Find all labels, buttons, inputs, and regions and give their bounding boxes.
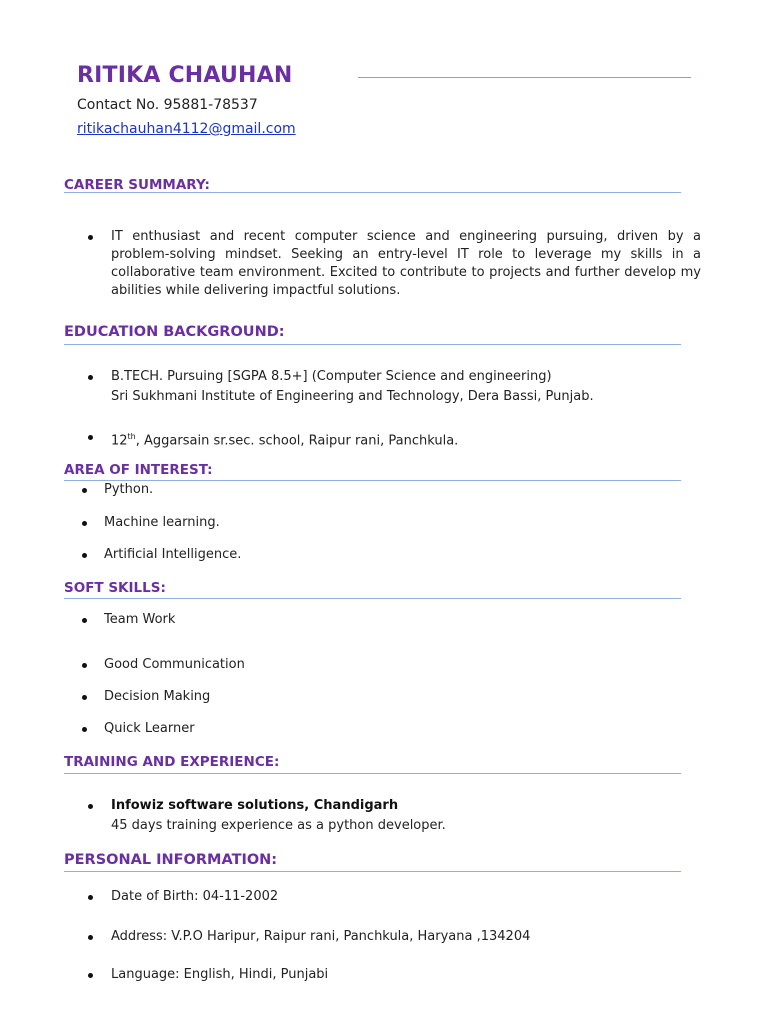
bullet-icon	[88, 375, 93, 380]
soft-skills-rule	[64, 598, 681, 599]
career-summary-rule	[64, 192, 681, 193]
interests-rule	[64, 480, 681, 481]
bullet-icon	[88, 435, 93, 440]
school-name: , Aggarsain sr.sec. school, Raipur rani, Panchkula.	[135, 433, 459, 449]
education-rule	[64, 344, 681, 345]
personal-language: Language: English, Hindi, Punjabi	[111, 967, 329, 982]
training-company: Infowiz software solutions, Chandigarh	[111, 798, 399, 813]
bullet-icon	[82, 727, 87, 732]
candidate-name: RITIKA CHAUHAN	[77, 63, 293, 88]
training-rule	[64, 773, 681, 774]
contact-number: Contact No. 95881-78537	[77, 97, 258, 113]
education-btech-line1: B.TECH. Pursuing [SGPA 8.5+] (Computer Science and engineering)	[111, 369, 552, 384]
career-summary-text: IT enthusiast and recent computer science and engineering pursuing, driven by a problem-solving mindset. Seeking an entry-level IT role to leverage my skills in a collaborative team environment. Excited to contribute to projects and further develop my abilities while delivering impactful solutions.	[111, 229, 701, 298]
bullet-icon	[82, 553, 87, 558]
bullet-icon	[88, 895, 93, 900]
interest-item: Machine learning.	[104, 515, 220, 530]
education-school	[111, 428, 458, 450]
bullet-icon	[88, 973, 93, 978]
bullet-icon	[82, 618, 87, 623]
school-grade: 12	[111, 433, 128, 449]
interests-heading: AREA OF INTEREST:	[64, 462, 213, 478]
skill-item: Team Work	[104, 612, 176, 627]
career-summary-heading: CAREER SUMMARY:	[64, 177, 210, 193]
header-rule	[358, 77, 691, 78]
skill-item: Good Communication	[104, 657, 245, 672]
personal-address: Address: V.P.O Haripur, Raipur rani, Panchkula, Haryana ,134204	[111, 929, 531, 944]
soft-skills-heading: SOFT SKILLS:	[64, 580, 166, 596]
personal-heading: PERSONAL INFORMATION:	[64, 852, 278, 868]
interest-item: Artificial Intelligence.	[104, 547, 242, 562]
email-link[interactable]: ritikachauhan4112@gmail.com	[77, 121, 296, 137]
bullet-icon	[82, 521, 87, 526]
personal-rule	[64, 871, 681, 872]
training-heading: TRAINING AND EXPERIENCE:	[64, 754, 280, 770]
skill-item: Decision Making	[104, 689, 211, 704]
bullet-icon	[82, 663, 87, 668]
bullet-icon	[82, 695, 87, 700]
education-heading: EDUCATION BACKGROUND:	[64, 324, 285, 340]
bullet-icon	[88, 235, 93, 240]
education-btech-line2: Sri Sukhmani Institute of Engineering and Technology, Dera Bassi, Punjab.	[111, 389, 594, 404]
bullet-icon	[82, 488, 87, 493]
bullet-icon	[88, 935, 93, 940]
interest-item: Python.	[104, 482, 154, 497]
training-detail: 45 days training experience as a python developer.	[111, 818, 446, 833]
skill-item: Quick Learner	[104, 721, 195, 736]
school-grade-suffix: th	[127, 432, 136, 441]
bullet-icon	[88, 804, 93, 809]
personal-dob: Date of Birth: 04-11-2002	[111, 889, 279, 904]
